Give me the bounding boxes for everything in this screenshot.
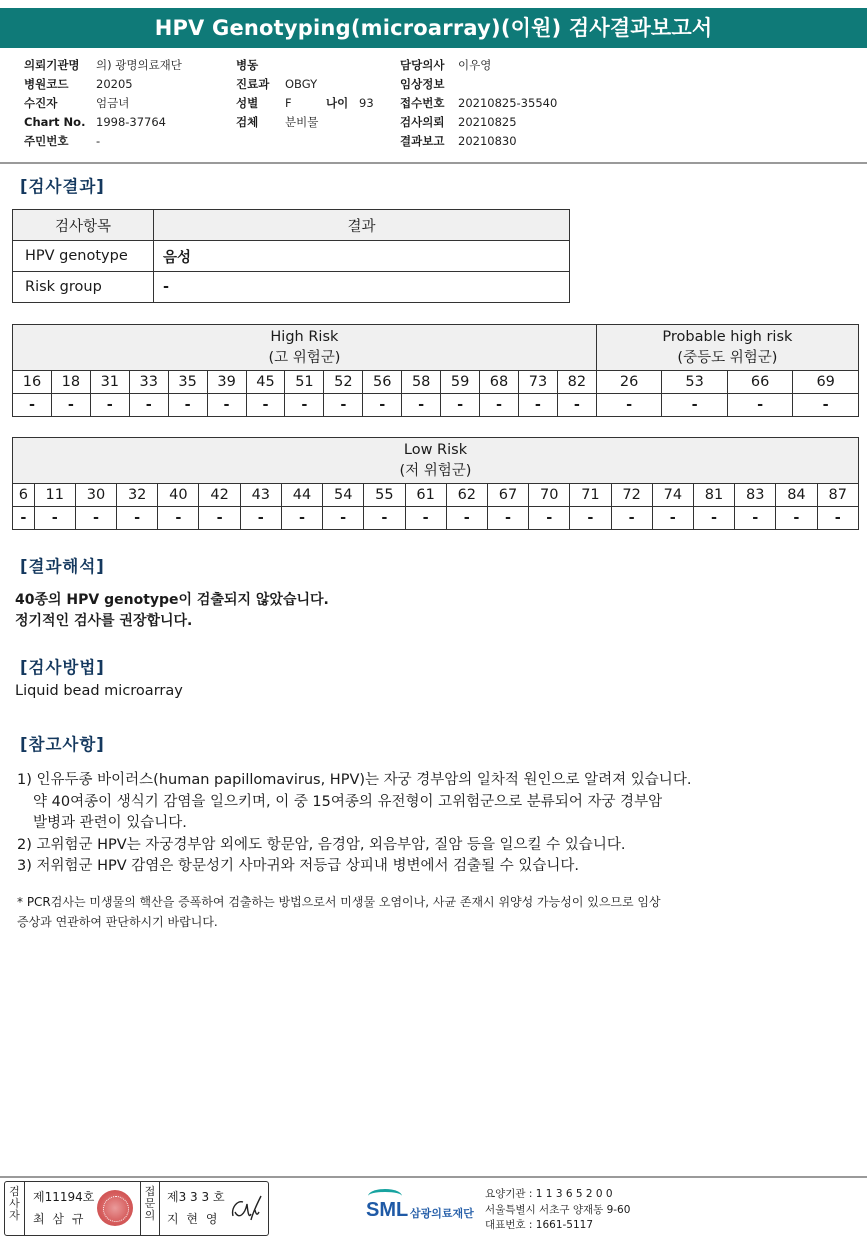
low-risk-type-cell-11: 62 (446, 484, 487, 507)
high-risk-value-cell-3: - (129, 394, 168, 417)
header-result: 결과 (154, 210, 570, 241)
note-1-cont-2: 발병과 관련이 있습니다. (33, 815, 187, 831)
info-column-1 (24, 56, 182, 151)
high-risk-type-cell-5: 39 (207, 371, 246, 394)
probable-risk-type-cell-2: 66 (727, 371, 793, 394)
contact-institution-code: 요양기관 : 1 1 3 6 5 2 0 0 (485, 1188, 613, 1200)
high-risk-types-row (13, 371, 859, 394)
value-physician: 이우영 (458, 58, 492, 72)
contact-phone: 대표번호 : 1661-5117 (485, 1219, 594, 1231)
table-row (13, 241, 570, 272)
logo-text: SML (366, 1199, 409, 1221)
value-sex: F (285, 96, 292, 110)
low-risk-type-cell-0: 6 (13, 484, 35, 507)
label-physician: 담당의사 (400, 58, 445, 72)
high-risk-type-cell-2: 31 (90, 371, 129, 394)
low-risk-type-cell-17: 81 (693, 484, 734, 507)
label-resident-no: 주민번호 (24, 134, 69, 148)
method-text: Liquid bead microarray (15, 683, 183, 699)
low-risk-sublabel: (저 위험군) (399, 462, 472, 479)
high-risk-type-cell-1: 18 (51, 371, 90, 394)
label-requesting-org: 의뢰기관명 (24, 58, 80, 72)
probable-high-risk-label: Probable high risk (662, 328, 793, 345)
low-risk-type-cell-8: 54 (323, 484, 364, 507)
header-test-item: 검사항목 (13, 210, 154, 241)
high-risk-value-cell-7: - (285, 394, 324, 417)
value-report-date: 20210830 (458, 134, 517, 148)
low-risk-type-cell-3: 32 (117, 484, 158, 507)
low-risk-value-cell-19: - (776, 507, 817, 530)
low-risk-type-cell-20: 87 (817, 484, 858, 507)
info-column-2 (236, 56, 374, 132)
signature-icon (229, 1190, 265, 1226)
high-risk-value-cell-14: - (557, 394, 596, 417)
report-title: HPV Genotyping(microarray)(이원) 검사결과보고서 (0, 8, 867, 48)
footer-divider (0, 1176, 867, 1178)
high-risk-value-cell-11: - (441, 394, 480, 417)
low-risk-types-row (13, 484, 859, 507)
interpretation-line-2: 정기적인 검사를 권장합니다. (15, 613, 193, 629)
low-risk-type-cell-18: 83 (735, 484, 776, 507)
high-risk-type-cell-10: 58 (402, 371, 441, 394)
high-risk-type-cell-4: 35 (168, 371, 207, 394)
value-age: 93 (359, 96, 374, 110)
examiner-number: 제11194호 (33, 1190, 95, 1204)
low-risk-type-cell-6: 43 (240, 484, 281, 507)
value-chart-no: 1998-37764 (96, 115, 166, 129)
low-risk-type-cell-10: 61 (405, 484, 446, 507)
low-risk-value-cell-16: - (652, 507, 693, 530)
high-risk-type-cell-11: 59 (441, 371, 480, 394)
note-1-cont-1: 약 40여종이 생식기 감염을 일으키며, 이 중 15여종의 유전형이 고위험군으로 분류되어 자궁 경부암 (33, 793, 663, 810)
age-field (326, 94, 374, 113)
low-risk-value-cell-13: - (529, 507, 570, 530)
high-risk-value-cell-6: - (246, 394, 285, 417)
high-risk-type-cell-8: 52 (324, 371, 363, 394)
probable-high-risk-sublabel: (중등도 위험군) (677, 349, 778, 366)
low-risk-value-cell-1: - (34, 507, 75, 530)
interpretation-line-1: 40종의 HPV genotype이 검출되지 않았습니다. (15, 592, 329, 608)
high-risk-sublabel: (고 위험군) (268, 349, 341, 366)
high-risk-value-cell-9: - (363, 394, 402, 417)
low-risk-type-cell-19: 84 (776, 484, 817, 507)
footnote (17, 892, 837, 932)
probable-risk-value-cell-0: - (596, 394, 662, 417)
value-specimen: 분비물 (285, 115, 319, 129)
high-risk-type-cell-14: 82 (557, 371, 596, 394)
low-risk-type-cell-1: 11 (34, 484, 75, 507)
label-hospital-code: 병원코드 (24, 77, 69, 91)
low-risk-value-cell-10: - (405, 507, 446, 530)
probable-risk-type-cell-3: 69 (793, 371, 859, 394)
low-risk-type-cell-16: 74 (652, 484, 693, 507)
high-risk-value-cell-8: - (324, 394, 363, 417)
high-risk-type-cell-3: 33 (129, 371, 168, 394)
high-risk-value-cell-10: - (402, 394, 441, 417)
low-risk-type-cell-13: 70 (529, 484, 570, 507)
patient-info-panel (0, 52, 867, 164)
section-title-method: [검사방법] (20, 658, 105, 677)
contact-address: 서울특별시 서초구 양재동 9-60 (485, 1203, 631, 1216)
label-clinical-info: 임상정보 (400, 77, 445, 91)
low-risk-value-cell-6: - (240, 507, 281, 530)
footnote-line-1: * PCR검사는 미생물의 핵산을 증폭하여 검출하는 방법으로서 미생물 오염이나, 사균 존재시 위양성 가능성이 있으므로 임상 (17, 895, 661, 909)
row-result-genotype: 음성 (154, 241, 570, 272)
low-risk-value-cell-11: - (446, 507, 487, 530)
low-risk-type-cell-14: 71 (570, 484, 611, 507)
high-risk-type-cell-0: 16 (13, 371, 52, 394)
value-patient: 엄금녀 (96, 96, 130, 110)
probable-risk-type-cell-0: 26 (596, 371, 662, 394)
low-risk-genotype-table (12, 437, 859, 530)
footnote-line-2: 증상과 연관하여 판단하시기 바랍니다. (17, 915, 218, 929)
high-risk-type-cell-7: 51 (285, 371, 324, 394)
high-risk-type-cell-12: 68 (480, 371, 519, 394)
label-specimen: 검체 (236, 115, 259, 129)
high-risk-values-row (13, 394, 859, 417)
low-risk-value-cell-4: - (158, 507, 199, 530)
low-risk-value-cell-20: - (817, 507, 858, 530)
info-column-3 (400, 56, 557, 151)
low-risk-type-cell-12: 67 (487, 484, 528, 507)
row-result-risk-group: - (154, 272, 570, 303)
high-risk-header (13, 325, 597, 371)
table-row (13, 272, 570, 303)
low-risk-type-cell-15: 72 (611, 484, 652, 507)
high-risk-value-cell-12: - (480, 394, 519, 417)
label-age: 나이 (326, 96, 349, 110)
high-risk-value-cell-1: - (51, 394, 90, 417)
value-department: OBGY (285, 77, 318, 91)
probable-risk-value-cell-1: - (662, 394, 728, 417)
high-risk-type-cell-6: 45 (246, 371, 285, 394)
interpretation-text (15, 590, 329, 632)
value-hospital-code: 20205 (96, 77, 133, 91)
probable-risk-type-cell-1: 53 (662, 371, 728, 394)
high-risk-value-cell-2: - (90, 394, 129, 417)
label-receipt-no: 접수번호 (400, 96, 445, 110)
seal-stamp-icon (97, 1190, 133, 1226)
contact-info (485, 1187, 630, 1234)
low-risk-type-cell-5: 42 (199, 484, 240, 507)
receiver-label: 접문의 (140, 1182, 160, 1235)
receiver-number: 제3 3 3 호 (167, 1190, 225, 1204)
label-request-date: 검사의뢰 (400, 115, 445, 129)
low-risk-value-cell-9: - (364, 507, 405, 530)
label-ward: 병동 (236, 58, 259, 72)
value-receipt-no: 20210825-35540 (458, 96, 558, 110)
low-risk-type-cell-9: 55 (364, 484, 405, 507)
low-risk-type-cell-2: 30 (75, 484, 116, 507)
low-risk-value-cell-5: - (199, 507, 240, 530)
low-risk-label: Low Risk (403, 441, 468, 458)
value-resident-no: - (96, 134, 101, 148)
label-report-date: 결과보고 (400, 134, 445, 148)
high-risk-genotype-table (12, 324, 859, 417)
high-risk-type-cell-13: 73 (518, 371, 557, 394)
high-risk-value-cell-4: - (168, 394, 207, 417)
label-department: 진료과 (236, 77, 270, 91)
section-title-interpretation: [결과해석] (20, 557, 105, 576)
row-item-risk-group: Risk group (13, 272, 154, 303)
low-risk-value-cell-7: - (281, 507, 322, 530)
row-item-genotype: HPV genotype (13, 241, 154, 272)
low-risk-value-cell-12: - (487, 507, 528, 530)
high-risk-value-cell-5: - (207, 394, 246, 417)
section-title-notes: [참고사항] (20, 735, 105, 754)
logo-org-name: 삼광의료재단 (410, 1207, 474, 1220)
high-risk-value-cell-13: - (518, 394, 557, 417)
low-risk-value-cell-3: - (117, 507, 158, 530)
probable-high-risk-header (596, 325, 858, 371)
note-1: 1) 인유두종 바이러스(human papillomavirus, HPV)는 자궁 경부암의 일차적 원인으로 알려져 있습니다. (17, 772, 692, 788)
notes-list (17, 770, 691, 878)
value-requesting-org: 의) 광명의료재단 (96, 58, 182, 72)
examiner-label: 검사자 (5, 1182, 25, 1235)
probable-risk-value-cell-3: - (793, 394, 859, 417)
low-risk-value-cell-17: - (693, 507, 734, 530)
note-3: 3) 저위험군 HPV 감염은 항문성기 사마귀와 저등급 상피내 병변에서 검출될 수 있습니다. (17, 858, 579, 874)
probable-risk-value-cell-2: - (727, 394, 793, 417)
low-risk-value-cell-8: - (323, 507, 364, 530)
note-2: 2) 고위험군 HPV는 자궁경부암 외에도 항문암, 음경암, 외음부암, 질암 등을 일으킬 수 있습니다. (17, 836, 626, 853)
high-risk-value-cell-0: - (13, 394, 52, 417)
examiner-name: 최 삼 규 (33, 1212, 86, 1226)
low-risk-value-cell-15: - (611, 507, 652, 530)
high-risk-type-cell-9: 56 (363, 371, 402, 394)
signature-box (4, 1181, 269, 1236)
label-chart-no: Chart No. (24, 115, 86, 129)
result-table-header (13, 210, 570, 241)
low-risk-value-cell-0: - (13, 507, 35, 530)
low-risk-value-cell-18: - (735, 507, 776, 530)
receiver-name: 지 현 영 (167, 1212, 220, 1226)
low-risk-type-cell-7: 44 (281, 484, 322, 507)
low-risk-values-row (13, 507, 859, 530)
low-risk-value-cell-14: - (570, 507, 611, 530)
low-risk-header (13, 438, 859, 484)
value-request-date: 20210825 (458, 115, 517, 129)
high-risk-label: High Risk (270, 328, 339, 345)
result-table (12, 209, 570, 303)
section-title-result: [검사결과] (20, 177, 105, 196)
label-patient: 수진자 (24, 96, 58, 110)
low-risk-type-cell-4: 40 (158, 484, 199, 507)
label-sex: 성별 (236, 96, 259, 110)
low-risk-value-cell-2: - (75, 507, 116, 530)
